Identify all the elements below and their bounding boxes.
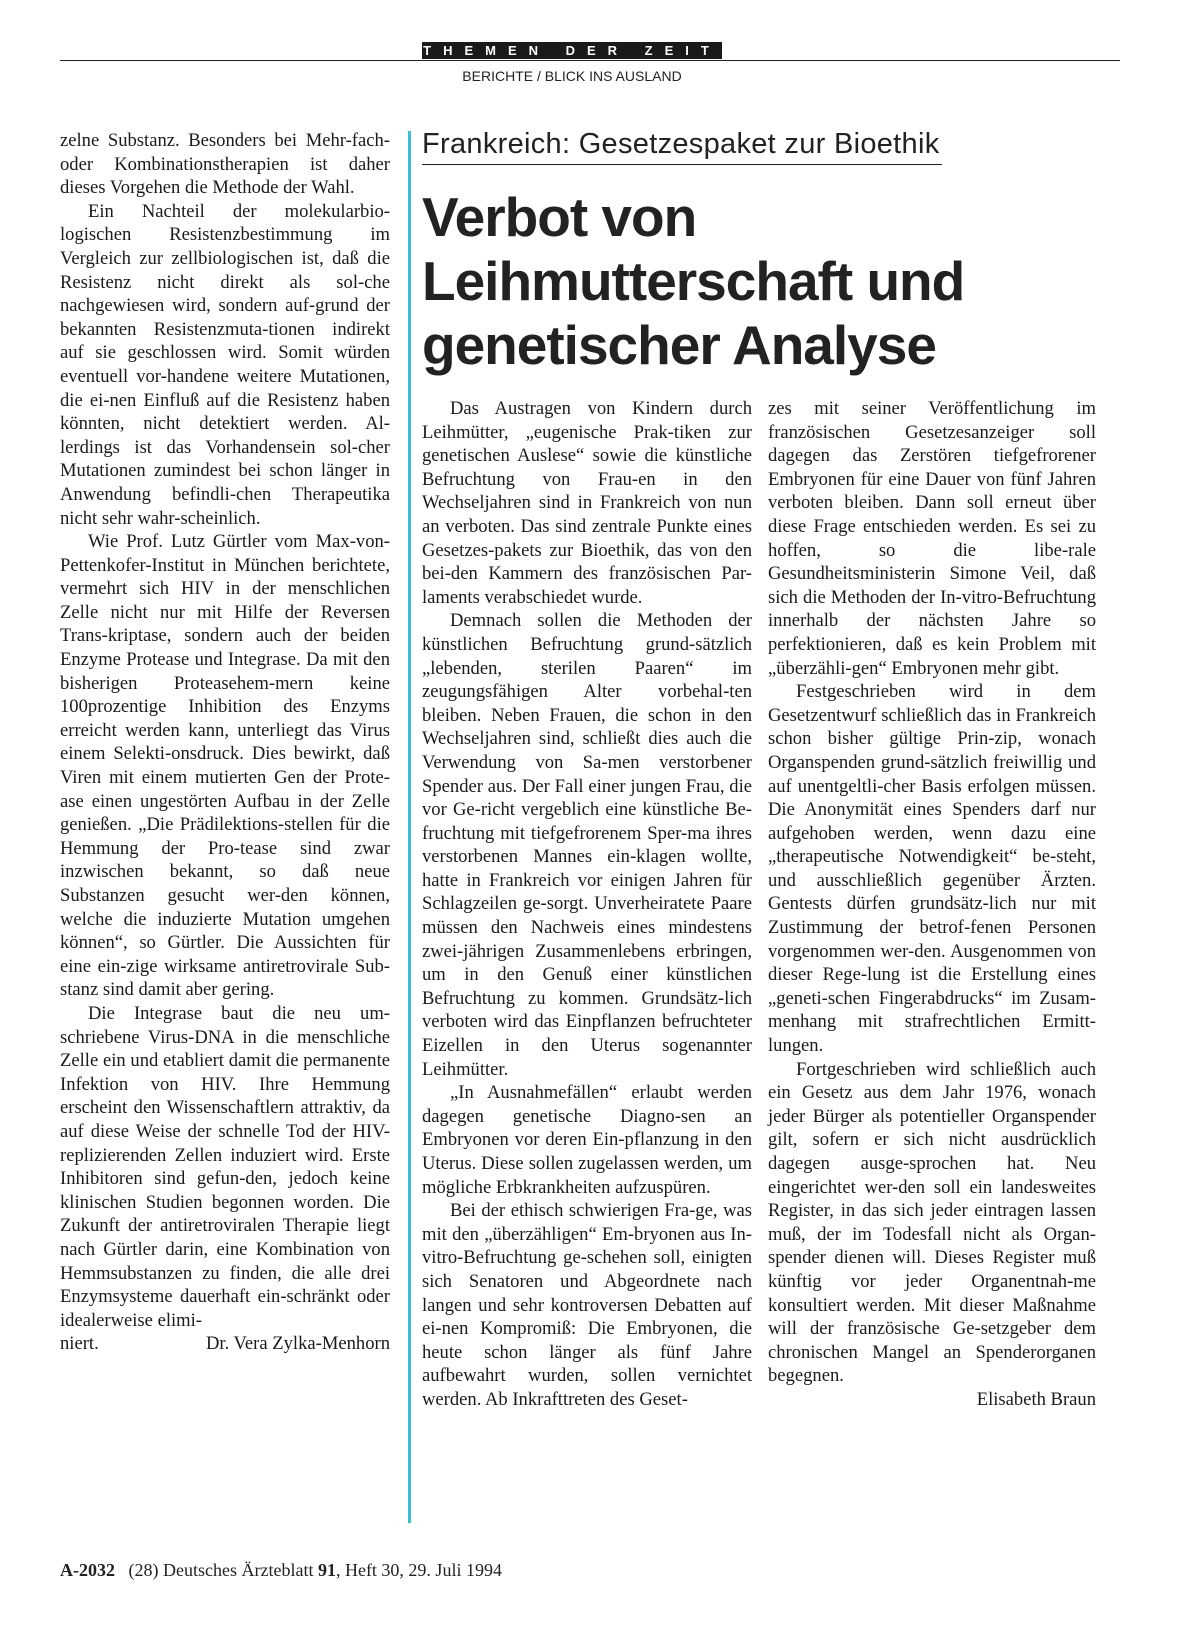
issue-date: , Heft 30, 29. Juli 1994 xyxy=(335,1560,502,1580)
right-column xyxy=(768,397,1096,1412)
article-author: Elisabeth Braun xyxy=(976,1388,1096,1410)
middle-paragraph: Demnach sollen die Methoden der künstlichen Befruchtung grund-sätzlich „lebenden, sterilen Paaren“ im zeugungsfähigen Alter vorbehal-ten bleiben. Neben Frauen, die schon in den Wechseljahren sind, schließt dies auch die Verwendung von Sa-men verstorbener Spender aus. Der Fall einer jungen Frau, die vor Ge-richt vergeblich eine künstliche Be-fruchtung mit tiefgefrorenem Sper-ma ihres verstorbenen Mannes ein-klagen wollte, hatte in Frankreich vor einigen Jahren für Schlagzeilen ge-sorgt. Unverheiratete Paare müssen den Nachweis eines mindestens zwei-jährigen Zusammenlebens erbringen, um in den Genuß einer künstlichen Befruchtung zu kommen. Grundsätz-lich verboten wird das Einpflanzen befruchteter Eizellen in den Uterus sogenannter Leihmütter. xyxy=(422,610,752,1080)
accent-rule xyxy=(408,131,411,1523)
middle-paragraph: Bei der ethisch schwierigen Fra-ge, was mit den „überzähligen“ Em-bryonen aus In-vitro-Befruchtung ge-schehen soll, einigten sich Senatoren und Abgeordnete nach langen und sehr kontroversen Debatten auf ei-nen Kompromiß: Die Embryonen, die heute schon länger als fünf Jahre aufbewahrt wurden, sollen vernichtet werden. Ab Inkrafttreten des Geset- xyxy=(422,1200,752,1410)
page-number: (28) xyxy=(128,1560,159,1580)
left-paragraph: Die Integrase baut die neu um-schriebene Virus-DNA in die menschliche Zelle ein und etabliert damit die permanente Infektion von HIV. Ihre Hemmung erscheint den Wissenschaftlern attraktiv, da auf diese Weise der schnelle Tod der HIV-replizierenden Zellen induziert wird. Erste Inhibitoren sind gefun-den, jedoch keine klinischen Studien begonnen worden. Die Zukunft der antiretroviralen Therapie liegt nach Gürtler darin, eine Kombination von Hemmsubstanzen zu finden, die alle drei Enzymsysteme dauerhaft ein-schränkt oder idealerweise elimi- xyxy=(60,1002,390,1331)
right-paragraph: zes mit seiner Veröffentlichung im französischen Gesetzesanzeiger soll dagegen das Zerstören tiefgefrorener Embryonen für eine Dauer von fünf Jahren verboten bleiben. Dann soll erneut über diese Frage entschieden werden. Es sei zu hoffen, so die libe-rale Gesundheitsministerin Simone Veil, daß sich die Methoden der In-vitro-Befruchtung innerhalb der nächsten Jahre so perfektionieren, daß es kein Problem mit „überzähli-gen“ Embryonen mehr gibt. xyxy=(768,398,1096,679)
right-paragraph: Fortgeschrieben wird schließlich auch ein Gesetz aus dem Jahr 1976, wonach jeder Bürger als potentieller Organspender gilt, sofern er sich nicht ausdrücklich dagegen ausge-sprochen hat. Neu eingerichtet wer-den soll ein landesweites Register, in das sich jeder eintragen lassen muß, der im Todesfall nicht als Organ-spender dienen will. Dieses Register muß künftig vor jeder Organentnah-me konsultiert werden. Mit dieser Maßnahme will der französische Ge-setzgeber dem chronischen Mangel an Spenderorganen begegnen. xyxy=(768,1058,1096,1387)
journal-volume: 91 xyxy=(317,1560,336,1580)
middle-paragraph: „In Ausnahmefällen“ erlaubt werden dagegen genetische Diagno-sen an Embryonen vor deren Ein-pflanzung in den Uterus. Diese sollen zugelassen werden, um mögliche Erbkrankheiten aufzuspüren. xyxy=(422,1082,752,1198)
section-label: THEMEN DER ZEIT xyxy=(423,43,721,58)
right-paragraph: Festgeschrieben wird in dem Gesetzentwurf schließlich das in Frankreich schon bisher gültige Prin-zip, wonach Organspenden grund-sätzlich freiwillig und auf unentgeltli-cher Basis erfolgen müssen. Die Anonymität eines Spenders darf nur aufgehoben werden, wenn dazu eine „therapeutische Notwendigkeit“ be-steht, und ausschließlich gegenüber Ärzten. Gentests dürfen grundsätz-lich nur mit Zustimmung der betrof-fenen Personen vorgenommen wer-den. Ausgenommen von dieser Rege-lung ist die Erstellung eines „geneti-schen Fingerabdrucks“ im Zusam-menhang mit strafrechtlichen Ermitt-lungen. xyxy=(768,681,1096,1057)
article-headline xyxy=(422,185,1082,377)
article-kicker: Frankreich: Gesetzespaket zur Bioethik xyxy=(422,128,942,165)
headline-line: genetischer Analyse xyxy=(422,314,936,376)
left-paragraph: Ein Nachteil der molekularbio-logischen Resistenzbestimmung im Vergleich zur zellbiologischen ist, daß die Resistenz nicht direkt als sol-che nachgewiesen wird, sondern auf-grund der bekannten Resistenzmuta-tionen indirekt auf sie geschlossen wird. Somit würden eventuell vor-handene weitere Mutationen, die ei-nen Einfluß auf die Resistenz haben könnten, nicht detektiert werden. Al-lerdings ist das Vorhandensein sol-cher Mutationen zumindest bei schon länger in Anwendung befindli-chen Therapeutika nicht sehr wahr-scheinlich. xyxy=(60,200,390,529)
page-footer xyxy=(60,1560,502,1581)
journal-name: Deutsches Ärzteblatt xyxy=(163,1560,314,1580)
headline-line: Verbot von xyxy=(422,186,697,248)
previous-article-author: Dr. Vera Zylka-Menhorn xyxy=(206,1333,390,1355)
left-column xyxy=(60,129,390,1356)
previous-article-signature-line xyxy=(60,1332,390,1356)
middle-column xyxy=(422,397,752,1412)
subsection-label: BERICHTE / BLICK INS AUSLAND xyxy=(462,68,682,84)
left-paragraph: Wie Prof. Lutz Gürtler vom Max-von-Pettenkofer-Institut in München berichtete, vermehrt sich HIV in der menschlichen Zelle nicht nur mit Hilfe der Reversen Trans-kriptase, sondern auch der beiden Enzyme Protease und Integrase. Da mit den bisherigen Proteasehem-mern keine 100prozentige Inhibition des Enzyms erreicht werden kann, unterliegt das Virus einem Selekti-onsdruck. Dies bewirkt, daß Viren mit einem mutierten Gen der Prote-ase einen ungestörten Aufbau in der Zelle genießen. „Die Prädilektions-stellen für die Hemmung der Pro-tease sind zwar inzwischen bekannt, so daß neue Substanzen gesucht wer-den können, welche die induzierte Mutation umgehen können“, so Gürtler. Die Aussichten für eine ein-zige wirksame antiretrovirale Sub-stanz sind damit aber gering. xyxy=(60,531,390,1001)
headline-line: Leihmutterschaft und xyxy=(422,250,965,312)
header-rule xyxy=(60,60,1120,61)
middle-paragraph: Das Austragen von Kindern durch Leihmütter, „eugenische Prak-tiken zur genetischen Auslese“ sowie die künstliche Befruchtung von Frau-en in den Wechseljahren sind in Frankreich von nun an verboten. Das sind zentrale Punkte eines Gesetzes-pakets zur Bioethik, das von den bei-den Kammern des französischen Par-laments verabschiedet wurde. xyxy=(422,398,752,608)
page-code: A-2032 xyxy=(60,1560,115,1580)
left-paragraph: zelne Substanz. Besonders bei Mehr-fach- oder Kombinationstherapien ist daher dieses Vorgehen die Methode der Wahl. xyxy=(60,130,390,199)
last-word: niert. xyxy=(60,1333,99,1355)
